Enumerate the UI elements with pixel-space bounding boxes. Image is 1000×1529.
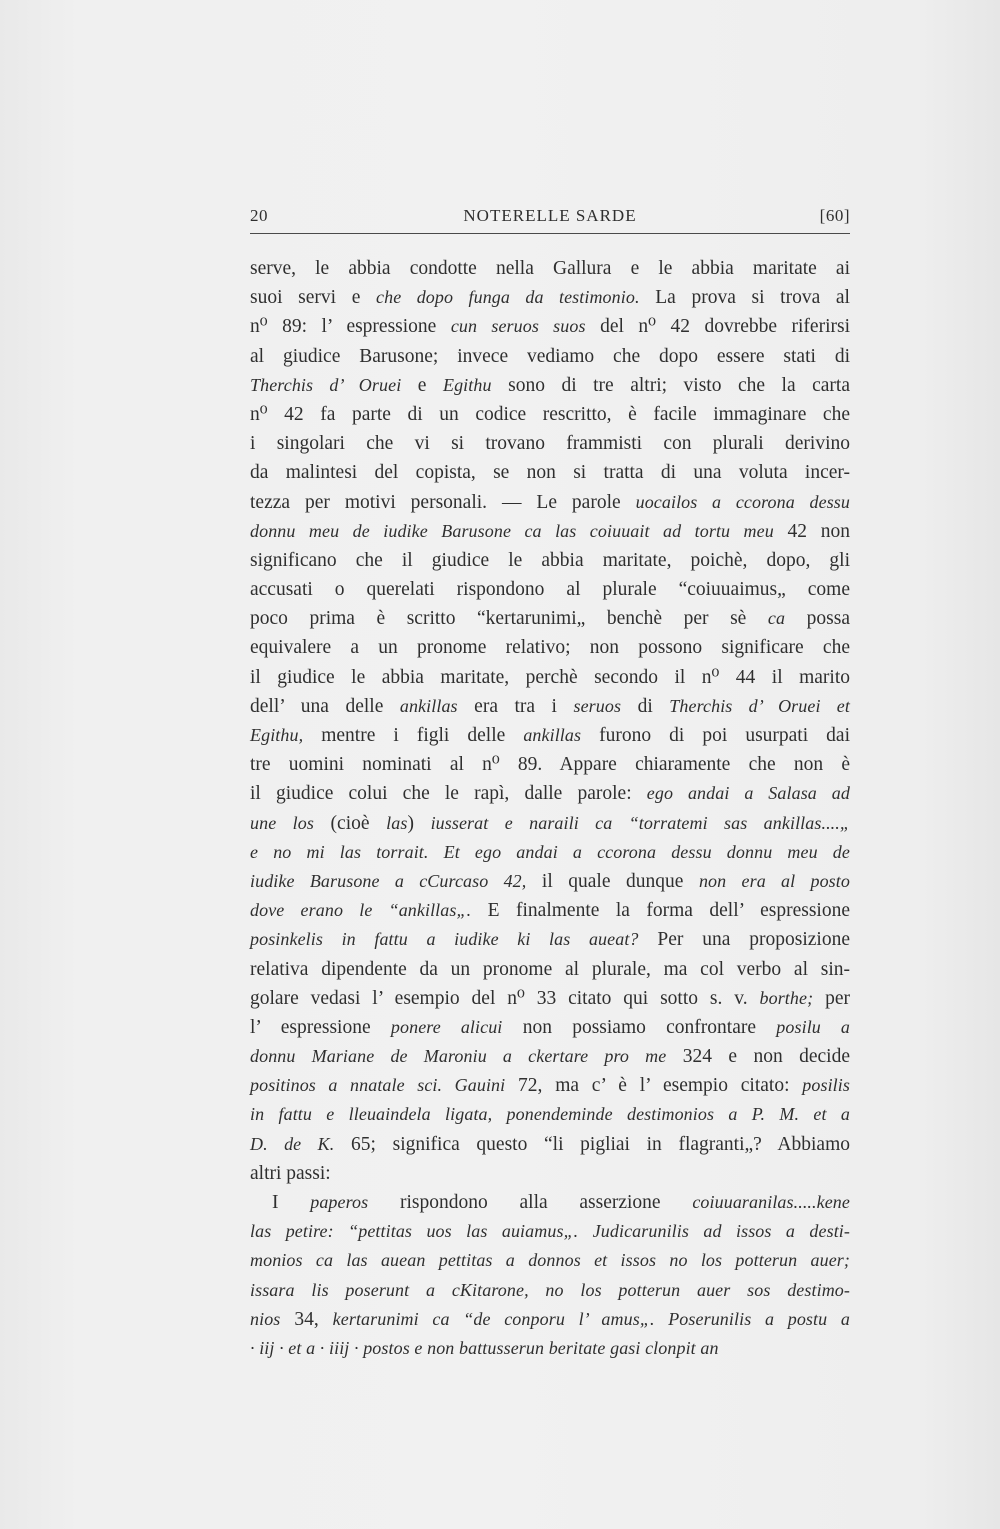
text-line bbox=[250, 984, 850, 1013]
text-line bbox=[250, 1246, 850, 1275]
italic-segment: une los bbox=[250, 812, 314, 833]
text-line bbox=[250, 517, 850, 546]
text-line bbox=[250, 1334, 850, 1363]
text-segment: i singolari che vi si trovano frammisti con plurali derivino bbox=[250, 433, 850, 455]
text-line bbox=[250, 342, 850, 371]
italic-segment: non era al posto bbox=[698, 870, 850, 891]
text-segment: suoi servi e bbox=[250, 287, 377, 309]
text-segment: furono di poi usurpati dai bbox=[581, 725, 850, 746]
italic-segment: e no mi las torrait. Et ego andai a ccorona dessu donnu meu de bbox=[250, 841, 850, 862]
text-segment: 42 non bbox=[773, 520, 851, 542]
page-reference: [60] bbox=[819, 206, 850, 225]
italic-segment: Therchis d’ Oruei bbox=[250, 374, 402, 395]
italic-segment: in fattu e lleuaindela ligata, ponendeminde destimonios a P. M. et a bbox=[250, 1104, 850, 1125]
text-segment: altri passi: bbox=[250, 1162, 331, 1184]
text-segment: I bbox=[272, 1192, 311, 1213]
text-line bbox=[250, 458, 850, 487]
text-line bbox=[250, 546, 850, 575]
text-segment: dell’ una delle bbox=[250, 695, 400, 717]
text-segment: 324 e non decide bbox=[666, 1046, 850, 1068]
text-line bbox=[250, 1188, 850, 1217]
text-line bbox=[250, 955, 850, 984]
text-line bbox=[250, 1159, 850, 1188]
text-line bbox=[250, 312, 850, 341]
text-segment: E finalmente la forma dell’ espressione bbox=[471, 900, 850, 922]
paragraph-2 bbox=[250, 1188, 850, 1363]
text-segment: da malintesi del copista, se non si tratta di una voluta incer- bbox=[250, 462, 850, 484]
text-line bbox=[250, 779, 850, 808]
italic-segment: seruos bbox=[573, 695, 622, 716]
text-segment: non possiamo confrontare bbox=[502, 1016, 777, 1038]
italic-segment: monios ca las auean pettitas a donnos et issos no los potterun auer; bbox=[250, 1250, 850, 1271]
text-line bbox=[250, 1130, 850, 1159]
italic-segment: cun seruos suos bbox=[450, 316, 586, 337]
italic-segment: iusserat e naraili ca “torratemi sas ankillas....„ bbox=[430, 812, 850, 833]
italic-segment: ponere alicui bbox=[390, 1016, 503, 1037]
italic-segment: coiuuaranilas.....kene bbox=[692, 1192, 850, 1212]
text-segment: al giudice Barusone; invece vediamo che dopo essere stati di bbox=[250, 345, 850, 367]
text-segment: il giudice colui che le rapì, dalle parole: bbox=[250, 783, 647, 805]
body-text bbox=[250, 254, 850, 1363]
page-number: 20 bbox=[250, 206, 268, 225]
text-line bbox=[250, 692, 850, 721]
text-segment: tezza per motivi personali. — Le parole bbox=[250, 491, 636, 513]
italic-segment: las bbox=[386, 812, 408, 833]
italic-segment: Egithu bbox=[442, 374, 492, 395]
text-line bbox=[250, 809, 850, 838]
text-segment: era tra i bbox=[457, 695, 574, 717]
text-segment: La prova si trova al bbox=[639, 287, 850, 309]
italic-segment: Therchis d’ Oruei et bbox=[669, 695, 850, 716]
italic-segment: posinkelis in fattu a iudike ki las aueat? bbox=[250, 929, 639, 950]
text-line bbox=[250, 1013, 850, 1042]
italic-segment: posilu a bbox=[776, 1016, 851, 1037]
text-segment: mentre i figli delle bbox=[303, 725, 524, 746]
text-segment: 34, bbox=[280, 1308, 333, 1330]
text-segment: e bbox=[401, 374, 443, 396]
text-segment: significano che il giudice le abbia maritate, poichè, dopo, gli bbox=[250, 549, 850, 571]
text-segment: golare vedasi l’ esempio del n⁰ 33 citato qui sotto s. v. bbox=[250, 987, 760, 1009]
text-segment: n⁰ 89: l’ espressione bbox=[250, 316, 451, 338]
text-segment: il giudice le abbia maritate, perchè secondo il n⁰ 44 il marito bbox=[250, 666, 850, 688]
text-segment: tre uomini nominati al n⁰ 89. Appare chiaramente che non è bbox=[250, 754, 850, 776]
text-segment: del n⁰ 42 dovrebbe riferirsi bbox=[585, 316, 850, 338]
running-header bbox=[250, 206, 850, 234]
italic-segment: donnu Mariane de Maroniu a ckertare pro me bbox=[250, 1046, 667, 1067]
italic-segment: che dopo funga da testimonio. bbox=[376, 287, 640, 308]
italic-segment: uocailos a ccorona dessu bbox=[635, 491, 851, 512]
text-line bbox=[250, 575, 850, 604]
text-segment: rispondono alla asserzione bbox=[368, 1192, 693, 1213]
text-line bbox=[250, 488, 850, 517]
text-line bbox=[250, 750, 850, 779]
text-segment: Per una proposizione bbox=[638, 929, 850, 951]
text-segment: (cioè bbox=[313, 812, 387, 834]
italic-segment: positinos a nnatale sci. Gauini bbox=[250, 1075, 506, 1096]
text-line bbox=[250, 867, 850, 896]
text-line bbox=[250, 1100, 850, 1129]
text-line bbox=[250, 604, 850, 633]
text-line bbox=[250, 663, 850, 692]
italic-segment: kertarunimi ca “de conporu l’ amus„. Poserunilis a postu a bbox=[332, 1308, 851, 1329]
text-line bbox=[250, 429, 850, 458]
text-segment: poco prima è scritto “kertarunimi„ benchè per sè bbox=[250, 608, 768, 630]
text-line bbox=[250, 1276, 850, 1305]
italic-segment: ankillas bbox=[523, 725, 582, 745]
header-rule bbox=[250, 233, 850, 234]
italic-segment: dove erano le “ankillas„. bbox=[250, 900, 472, 921]
text-segment: ) bbox=[407, 812, 431, 834]
italic-segment: donnu meu de iudike Barusone ca las coiuuait ad tortu meu bbox=[250, 520, 774, 541]
text-line bbox=[250, 896, 850, 925]
italic-segment: las petire: “pettitas uos las auiamus„. Judicarunilis ad issos a desti- bbox=[250, 1221, 850, 1242]
text-segment: possa bbox=[785, 608, 851, 630]
text-segment: l’ espressione bbox=[250, 1016, 391, 1038]
text-line bbox=[250, 838, 850, 867]
italic-segment: ego andai a Salasa ad bbox=[646, 783, 850, 804]
paragraph-1 bbox=[250, 254, 850, 1188]
text-line bbox=[250, 400, 850, 429]
text-segment: serve, le abbia condotte nella Gallura e le abbia maritate ai bbox=[250, 258, 850, 279]
text-segment: n⁰ 42 fa parte di un codice rescritto, è facile immaginare che bbox=[250, 403, 850, 425]
italic-segment: ca bbox=[767, 608, 786, 629]
italic-segment: posilis bbox=[802, 1075, 850, 1096]
text-segment: equivalere a un pronome relativo; non possono significare che bbox=[250, 637, 850, 659]
text-line bbox=[250, 283, 850, 312]
text-segment: il quale dunque bbox=[526, 870, 699, 892]
text-line bbox=[250, 925, 850, 954]
italic-segment: D. de K. bbox=[250, 1133, 335, 1154]
running-title: NOTERELLE SARDE bbox=[463, 206, 637, 225]
text-line bbox=[250, 1071, 850, 1100]
text-line bbox=[250, 371, 850, 400]
text-line bbox=[250, 633, 850, 662]
italic-segment: ankillas bbox=[399, 695, 458, 716]
italic-segment: paperos bbox=[310, 1192, 369, 1212]
text-line bbox=[250, 1217, 850, 1246]
italic-segment: Egithu, bbox=[250, 725, 304, 745]
italic-segment: iudike Barusone a cCurcaso 42, bbox=[250, 870, 527, 891]
text-segment: relativa dipendente da un pronome al plurale, ma col verbo al sin- bbox=[250, 958, 850, 980]
text-line bbox=[250, 721, 850, 750]
text-segment: 65; significa questo “li pigliai in flagranti„? Abbiamo bbox=[334, 1133, 850, 1155]
italic-segment: issara lis poserunt a cKitarone, no los potterun auer sos destimo- bbox=[250, 1279, 850, 1300]
italic-segment: · iij · et a · iiij · postos e non battusserun beritate gasi clonpit an bbox=[250, 1337, 719, 1358]
text-segment: per bbox=[813, 987, 850, 1009]
text-line bbox=[250, 1305, 850, 1334]
text-segment: accusati o querelati rispondono al plurale “coiuuaimus„ come bbox=[250, 579, 850, 601]
italic-segment: nios bbox=[250, 1308, 281, 1329]
text-segment: di bbox=[621, 695, 670, 717]
italic-segment: borthe; bbox=[759, 987, 814, 1008]
text-line bbox=[250, 254, 850, 283]
text-line bbox=[250, 1042, 850, 1071]
text-segment: 72, ma c’ è l’ esempio citato: bbox=[505, 1075, 803, 1097]
text-segment: sono di tre altri; visto che la carta bbox=[491, 374, 851, 396]
